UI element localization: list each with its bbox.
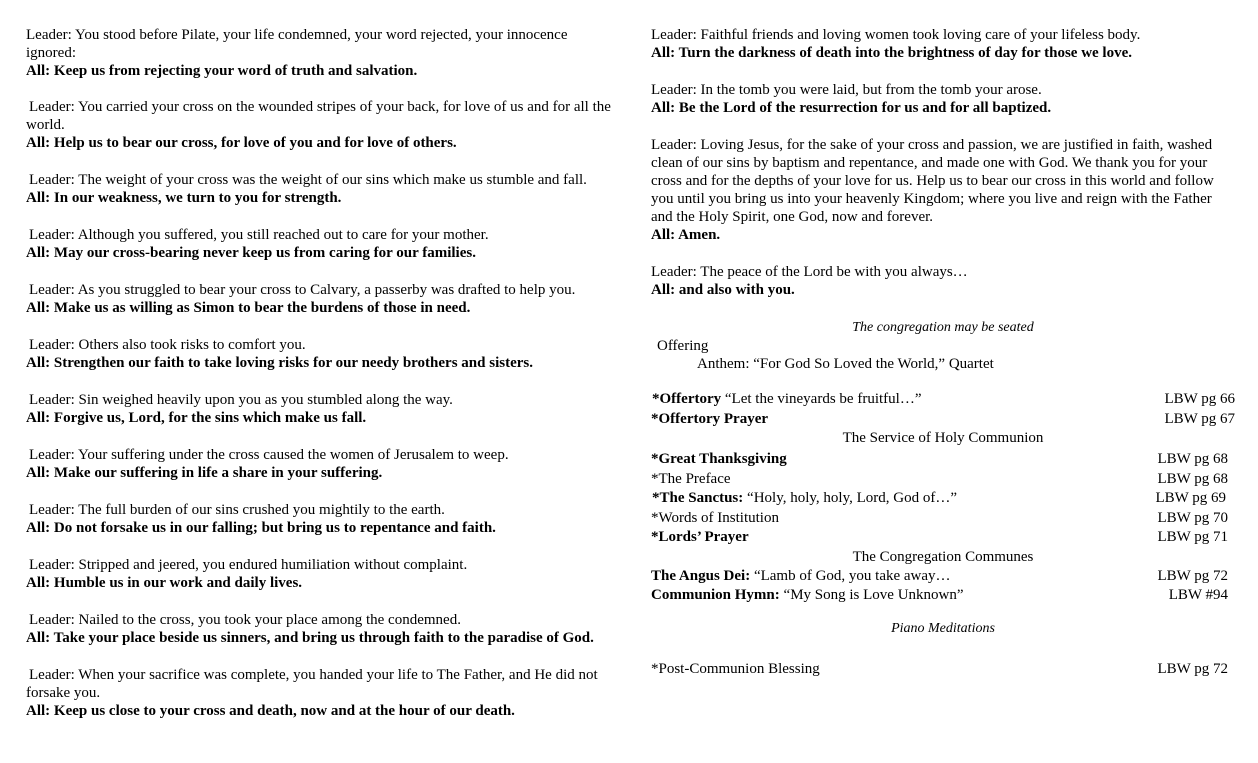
item-title: *Offertory Prayer (651, 410, 769, 427)
anthem-line: Anthem: “For God So Loved the World,” Quartet (697, 356, 994, 372)
leader-line: Leader: In the tomb you were laid, but from the tomb your arose. (651, 82, 1042, 98)
order-item-communion-hymn (651, 586, 1235, 606)
section-heading: The Service of Holy Communion (842, 430, 1044, 446)
leader-line: Leader: Loving Jesus, for the sake of your cross and passion, we are justified in faith, washed clean of our sins by baptism and repentance, and made one with God. We thank you for your cross and for the depths of your love for us. Help us to bear our cross in this world and follow you until you bring us into your heavenly Kingdom; where you live and reign with the Father and the Holy Spirit, one God, now and forever. (651, 137, 1214, 225)
leader-line: Leader: The full burden of our sins crushed you mightily to the earth. (29, 502, 445, 518)
litany-pair (26, 446, 616, 482)
hymnal-reference: LBW pg 71 (1157, 529, 1228, 545)
all-response: All: Humble us in our work and daily lives. (26, 575, 303, 591)
leader-line: Leader: When your sacrifice was complete, you handed your life to The Father, and He did not forsake you. (26, 667, 598, 701)
hymnal-reference: LBW pg 67 (1164, 410, 1235, 427)
leader-line: Leader: Although you suffered, you still reached out to care for your mother. (29, 227, 489, 243)
litany-pair (651, 81, 1235, 117)
leader-line: Leader: Faithful friends and loving women took loving care of your lifeless body. (651, 27, 1141, 43)
item-title: *Great Thanksgiving (651, 451, 787, 467)
item-title: *Lords’ Prayer (651, 529, 749, 545)
offering-label: Offering (657, 338, 709, 354)
item-title: The Angus Dei: (651, 567, 751, 584)
leader-line: Leader: Others also took risks to comfort you. (29, 337, 306, 353)
section-heading: The Congregation Communes (852, 548, 1034, 565)
leader-line: Leader: Sin weighed heavily upon you as you stumbled along the way. (29, 392, 453, 408)
litany-pair (26, 556, 616, 592)
litany-pair (26, 501, 616, 537)
hymnal-reference: LBW pg 70 (1157, 509, 1228, 526)
litany-pair (26, 391, 616, 427)
right-column (651, 26, 1235, 679)
all-response: All: Take your place beside us sinners, and bring us through faith to the paradise of God. (26, 630, 594, 646)
all-response: All: Amen. (651, 227, 721, 243)
hymnal-reference: LBW #94 (1168, 587, 1228, 603)
all-response: All: Make our suffering in life a share in your suffering. (26, 465, 383, 481)
left-column (26, 26, 616, 739)
leader-line: Leader: You carried your cross on the wounded stripes of your back, for love of us and for all the world. (26, 99, 611, 133)
order-item-offertory (651, 390, 1235, 410)
all-response: All: Forgive us, Lord, for the sins which make us fall. (26, 410, 367, 426)
all-response: All: Do not forsake us in our falling; but bring us to repentance and faith. (26, 520, 496, 536)
leader-line: Leader: Nailed to the cross, you took your place among the condemned. (29, 612, 461, 628)
order-item-offertory-prayer (651, 410, 1235, 430)
item-detail: “My Song is Love Unknown” (779, 587, 964, 603)
all-response: All: Help us to bear our cross, for love of you and for love of others. (26, 135, 457, 151)
item-title: *Post-Communion Blessing (651, 660, 820, 677)
order-item-sanctus (651, 489, 1235, 509)
all-response: All: Keep us close to your cross and death, now and at the hour of our death. (26, 703, 515, 719)
order-item-institution (651, 509, 1235, 529)
closing-prayer (651, 136, 1235, 244)
hymnal-reference: LBW pg 72 (1157, 660, 1228, 677)
order-item-lords-prayer (651, 528, 1235, 548)
item-title: *The Preface (651, 470, 731, 487)
hymnal-reference: LBW pg 72 (1157, 567, 1228, 584)
leader-line: Leader: As you struggled to bear your cross to Calvary, a passerby was drafted to help you. (29, 282, 576, 298)
all-response: All: and also with you. (651, 282, 795, 298)
order-item-angus-dei (651, 567, 1235, 587)
item-detail: “Lamb of God, you take away… (750, 567, 951, 584)
litany-pair (26, 226, 616, 262)
hymnal-reference: LBW pg 68 (1157, 451, 1228, 467)
litany-pair (651, 26, 1235, 62)
piano-meditations: Piano Meditations (891, 620, 995, 636)
all-response: All: Be the Lord of the resurrection for us and for all baptized. (651, 100, 1052, 116)
order-item-blessing (651, 660, 1235, 680)
leader-line: Leader: Your suffering under the cross caused the women of Jerusalem to weep. (29, 447, 509, 463)
leader-line: Leader: The peace of the Lord be with you always… (651, 264, 968, 280)
litany-pair (26, 666, 616, 720)
litany-pair (26, 26, 616, 80)
item-title: *Offertory (652, 391, 722, 407)
litany-pair (26, 98, 616, 152)
all-response: All: Strengthen our faith to take loving risks for our needy brothers and sisters. (26, 355, 533, 371)
all-response: All: May our cross-bearing never keep us from caring for our families. (26, 245, 476, 261)
item-detail: “Holy, holy, holy, Lord, God of…” (743, 490, 957, 506)
litany-pair (26, 171, 616, 207)
seated-note: The congregation may be seated (852, 320, 1034, 335)
item-title: *Words of Institution (651, 509, 779, 526)
hymnal-reference: LBW pg 66 (1164, 391, 1235, 407)
litany-pair (26, 281, 616, 317)
order-item-great-thanksgiving (651, 450, 1235, 470)
item-title: *The Sanctus: (652, 490, 744, 506)
all-response: All: Make us as willing as Simon to bear the burdens of those in need. (26, 300, 471, 316)
hymnal-reference: LBW pg 69 (1155, 490, 1226, 506)
litany-pair (26, 611, 616, 647)
leader-line: Leader: The weight of your cross was the weight of our sins which make us stumble and fall. (29, 172, 587, 188)
all-response: All: Keep us from rejecting your word of truth and salvation. (26, 63, 418, 79)
leader-line: Leader: Stripped and jeered, you endured humiliation without complaint. (29, 557, 468, 573)
leader-line: Leader: You stood before Pilate, your life condemned, your word rejected, your innocence ignored: (26, 27, 568, 61)
peace-exchange (651, 263, 1235, 299)
all-response: All: In our weakness, we turn to you for strength. (26, 190, 342, 206)
order-item-preface (651, 470, 1235, 490)
all-response: All: Turn the darkness of death into the brightness of day for those we love. (651, 45, 1133, 61)
hymnal-reference: LBW pg 68 (1157, 470, 1228, 487)
item-detail: “Let the vineyards be fruitful…” (721, 391, 922, 407)
item-title: Communion Hymn: (651, 587, 780, 603)
litany-pair (26, 336, 616, 372)
